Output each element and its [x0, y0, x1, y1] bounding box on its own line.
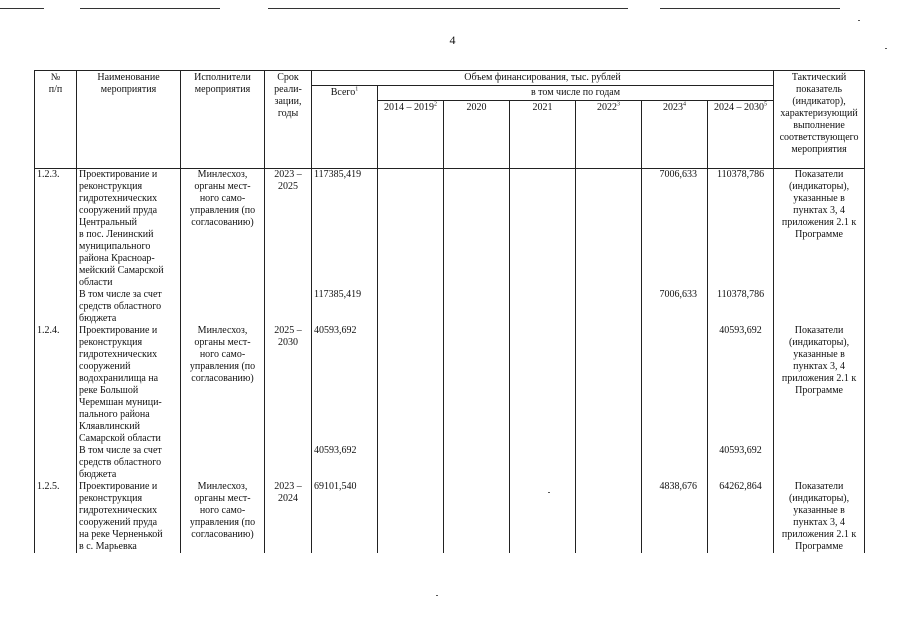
row-indicator: Показатели (индикаторы), указанные в пунктах 3, 4 приложения 2.1 к Программе: [774, 169, 865, 290]
page-number: 4: [449, 33, 456, 47]
row-total: 117385,419: [312, 289, 378, 325]
table-row: [35, 289, 865, 325]
row-executors: Минлесхоз, органы мест- ного само- управления (по согласованию): [181, 169, 265, 290]
row-name: Проектирование и реконструкция гидротехнических сооружений водохранилища на реке Большой Черемшан муници- пального района Кляавлинский Самарской области: [77, 325, 181, 445]
row-value: [378, 325, 444, 445]
header-num: № п/п: [35, 71, 77, 169]
header-executors: Исполнители мероприятия: [181, 71, 265, 169]
scan-edge-line: [660, 8, 840, 9]
row-num: 1.2.3.: [35, 169, 77, 290]
row-indicator: [774, 289, 865, 325]
row-num: 1.2.5.: [35, 481, 77, 553]
scan-edge-line: [80, 8, 220, 9]
row-value: 40593,692: [708, 325, 774, 445]
row-value: [510, 445, 576, 481]
header-indicator: Тактический показатель (индикатор), характеризующий выполнение соответствующего мероприятия: [774, 71, 865, 169]
row-value: [378, 481, 444, 553]
financing-table: [34, 70, 865, 553]
row-value: 7006,633: [642, 289, 708, 325]
table-row: [35, 325, 865, 445]
header-year: 2024 – 2030$^5$: [708, 101, 774, 169]
row-value: [576, 481, 642, 553]
scan-speck: [858, 20, 860, 21]
row-value: [378, 445, 444, 481]
row-term: 2025 – 2030: [265, 325, 312, 445]
row-term: [265, 289, 312, 325]
header-year: 2021: [510, 101, 576, 169]
row-name: Проектирование и реконструкция гидротехнических сооружений пруда на реке Черненькой в с. Марьевка: [77, 481, 181, 553]
row-value: [576, 445, 642, 481]
row-name: В том числе за счет средств областного бюджета: [77, 445, 181, 481]
row-value: [642, 325, 708, 445]
row-indicator: Показатели (индикаторы), указанные в пунктах 3, 4 приложения 2.1 к Программе: [774, 481, 865, 553]
scan-speck: [436, 595, 438, 596]
row-total: 69101,540: [312, 481, 378, 553]
row-value: 4838,676: [642, 481, 708, 553]
row-value: [510, 289, 576, 325]
row-value: 7006,633: [642, 169, 708, 290]
row-value: [576, 325, 642, 445]
row-value: [642, 445, 708, 481]
row-term: [265, 445, 312, 481]
header-by-years: в том числе по годам: [378, 86, 774, 101]
row-value: [576, 289, 642, 325]
header-year: 2022$^3$: [576, 101, 642, 169]
header-name: Наименование мероприятия: [77, 71, 181, 169]
row-value: [444, 481, 510, 553]
row-value: [444, 289, 510, 325]
table-row: [35, 169, 865, 290]
row-value: [510, 325, 576, 445]
row-executors: [181, 289, 265, 325]
header-term: Срок реали- зации, годы: [265, 71, 312, 169]
row-name: Проектирование и реконструкция гидротехнических сооружений пруда Центральный в пос. Ленинский муниципального района Краснoар- мейский Самарской области: [77, 169, 181, 290]
row-value: 110378,786: [708, 169, 774, 290]
row-executors: Минлесхоз, органы мест- ного само- управления (по согласованию): [181, 481, 265, 553]
row-value: 110378,786: [708, 289, 774, 325]
row-total: 40593,692: [312, 325, 378, 445]
row-term: 2023 – 2025: [265, 169, 312, 290]
scan-speck: [885, 48, 887, 49]
header-year: 2020: [444, 101, 510, 169]
row-value: 40593,692: [708, 445, 774, 481]
row-num: [35, 445, 77, 481]
row-total: 117385,419: [312, 169, 378, 290]
scan-edge-line: [268, 8, 628, 9]
row-value: [510, 481, 576, 553]
header-financing: Объем финансирования, тыс. рублей: [312, 71, 774, 86]
row-value: [444, 325, 510, 445]
row-value: [378, 169, 444, 290]
row-executors: [181, 445, 265, 481]
row-name: В том числе за счет средств областного бюджета: [77, 289, 181, 325]
row-num: 1.2.4.: [35, 325, 77, 445]
header-total: Всего$^1$: [312, 86, 378, 169]
row-term: 2023 – 2024: [265, 481, 312, 553]
row-num: [35, 289, 77, 325]
row-indicator: [774, 445, 865, 481]
row-value: 64262,864: [708, 481, 774, 553]
row-value: [510, 169, 576, 290]
row-indicator: Показатели (индикаторы), указанные в пунктах 3, 4 приложения 2.1 к Программе: [774, 325, 865, 445]
row-value: [444, 445, 510, 481]
row-value: [378, 289, 444, 325]
row-value: [576, 169, 642, 290]
header-year: 2023$^4$: [642, 101, 708, 169]
row-value: [444, 169, 510, 290]
scan-edge-line: [0, 8, 44, 9]
header-year: 2014 – 2019$^2$: [378, 101, 444, 169]
row-executors: Минлесхоз, органы мест- ного само- управления (по согласованию): [181, 325, 265, 445]
row-total: 40593,692: [312, 445, 378, 481]
table-row: [35, 481, 865, 553]
table-row: [35, 445, 865, 481]
